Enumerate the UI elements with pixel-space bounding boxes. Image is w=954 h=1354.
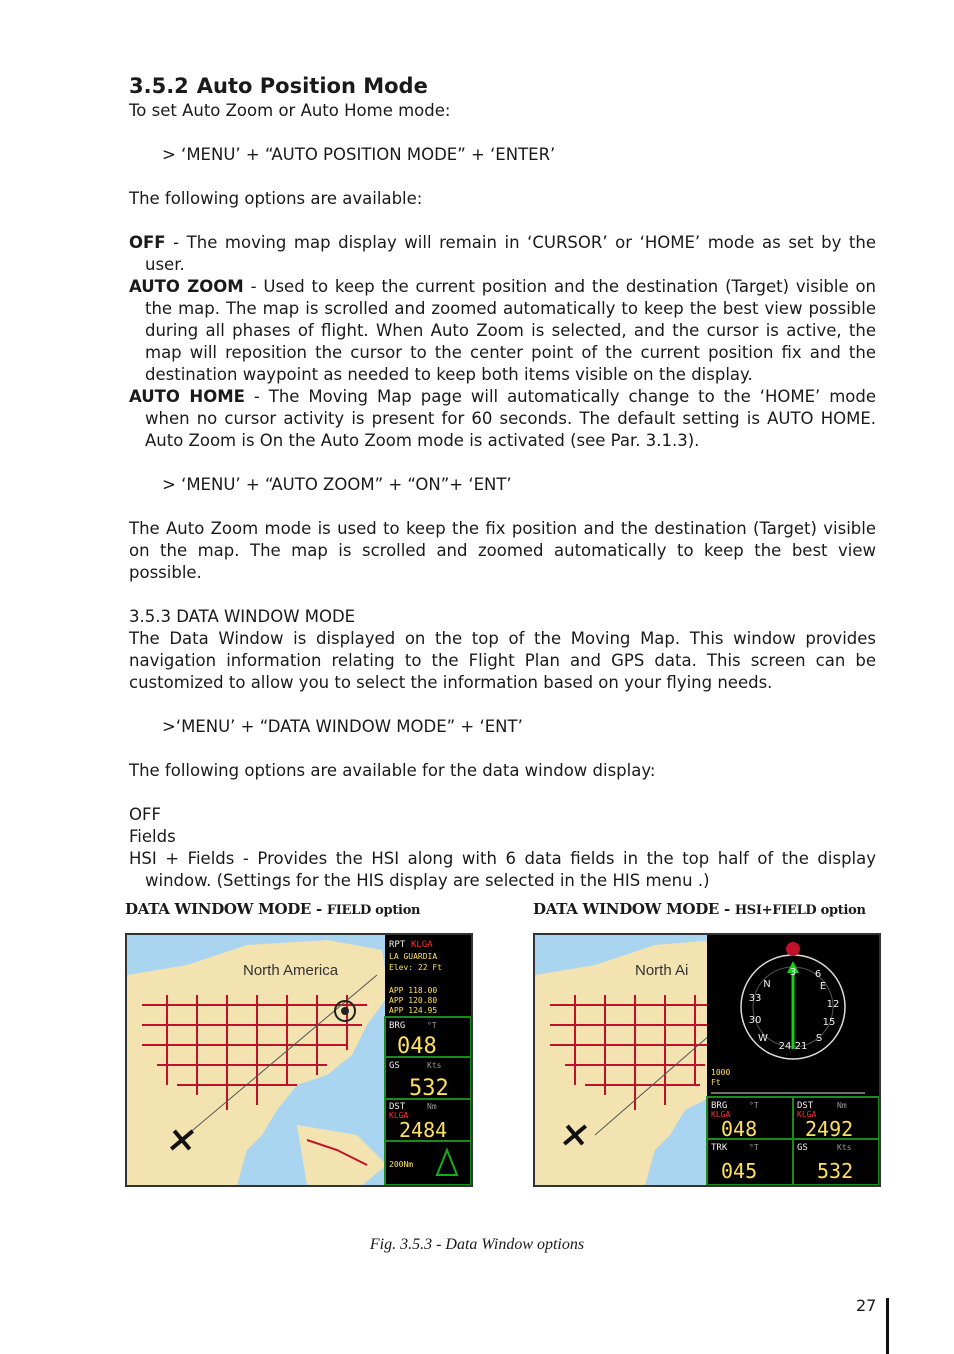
svg-text:Nm: Nm: [427, 1102, 437, 1111]
command-data-window: >‘MENU’ + “DATA WINDOW MODE” + ‘ENT’: [162, 717, 523, 736]
auto-zoom-paragraph: The Auto Zoom mode is used to keep the fix position and the destination (Target) visible on the map. The map is scrolled and zoomed automatically to keep the best view possible.: [129, 519, 876, 582]
svg-text:APP 118.00: APP 118.00: [389, 986, 438, 995]
option-auto-home-text: - The Moving Map page will automatically change to the ‘HOME’ mode when no cursor activity is present for 60 seconds. The default setting is AUTO HOME. Auto Zoom is On the Auto Zoom mode is activated (see Par. 3.1.3).: [145, 387, 876, 450]
svg-text:DST: DST: [389, 1102, 406, 1112]
section-heading: [129, 72, 876, 100]
section-number: 3.5.2: [129, 74, 189, 98]
svg-text:BRG: BRG: [389, 1021, 406, 1031]
command-auto-zoom: > ‘MENU’ + “AUTO ZOOM” + “ON”+ ‘ENT’: [162, 475, 512, 494]
map-screen: [125, 933, 473, 1187]
svg-text:6: 6: [814, 969, 822, 980]
svg-text:E: E: [819, 981, 827, 992]
map-label: North Ai: [635, 962, 689, 979]
map-label: North America: [243, 962, 339, 979]
svg-text:Ft: Ft: [711, 1078, 721, 1087]
svg-text:048: 048: [721, 1117, 758, 1141]
svg-text:GS: GS: [797, 1143, 808, 1153]
svg-text:21: 21: [794, 1041, 808, 1052]
figure-field-option: [125, 900, 471, 1169]
svg-text:KLGA: KLGA: [389, 1111, 409, 1120]
svg-text:15: 15: [822, 1017, 836, 1028]
svg-text:2484: 2484: [399, 1118, 448, 1142]
svg-text:°T: °T: [427, 1021, 437, 1030]
moving-map: [127, 935, 471, 1185]
option-auto-zoom-text: - Used to keep the current position and the destination (Target) visible on the map. The map is scrolled and zoomed automatically to keep the best view possible during all phases of flight. When Auto Zoom is selected, and the cursor is active, the map will reposition the cursor to the center point of the current position fix and the destination waypoint as needed to keep both items visible on the display.: [145, 277, 877, 384]
figure-title: DATA WINDOW MODE - HSI+FIELD option: [533, 900, 866, 918]
data-window-option-hsi: HSI + Fields - Provides the HSI along with 6 data fields in the top half of the display window. (Settings for the HIS display are selected in the HIS menu .): [129, 849, 876, 890]
svg-text:KLGA: KLGA: [411, 940, 433, 950]
svg-text:12: 12: [826, 999, 840, 1010]
svg-text:S: S: [815, 1033, 823, 1044]
svg-text:TRK: TRK: [711, 1143, 728, 1153]
option-auto-zoom-label: AUTO ZOOM: [129, 277, 244, 296]
option-off: [129, 232, 876, 276]
moving-map-hsi: [535, 935, 879, 1185]
data-window-options-intro: The following options are available for the data window display:: [129, 761, 656, 780]
svg-text:30: 30: [748, 1015, 762, 1026]
section-title: Auto Position Mode: [196, 74, 428, 98]
svg-text:BRG: BRG: [711, 1101, 728, 1111]
option-off-text: - The moving map display will remain in ‘CURSOR’ or ‘HOME’ mode as set by the user.: [145, 233, 876, 274]
intro-text: To set Auto Zoom or Auto Home mode:: [129, 101, 451, 120]
svg-text:LA GUARDIA: LA GUARDIA: [389, 952, 438, 961]
svg-text:APP 124.95: APP 124.95: [389, 1006, 438, 1015]
svg-text:°T: °T: [749, 1101, 759, 1110]
svg-text:W: W: [758, 1033, 768, 1044]
page-number: 27: [856, 1296, 877, 1315]
svg-text:DST: DST: [797, 1101, 814, 1111]
options-intro: The following options are available:: [129, 189, 423, 208]
svg-text:048: 048: [397, 1034, 437, 1059]
map-screen: [533, 933, 881, 1187]
command-auto-position: > ‘MENU’ + “AUTO POSITION MODE” + ‘ENTER’: [162, 145, 556, 164]
svg-text:2492: 2492: [805, 1117, 854, 1141]
svg-text:1000: 1000: [711, 1068, 731, 1077]
data-window-option-off: OFF: [129, 805, 161, 824]
data-window-paragraph: The Data Window is displayed on the top of the Moving Map. This window provides navigation information relating to the Flight Plan and GPS data. This screen can be customized to allow you to select the information based on your flying needs.: [129, 629, 876, 692]
svg-text:KLGA: KLGA: [797, 1110, 817, 1119]
page-content: [129, 72, 876, 892]
svg-text:33: 33: [748, 993, 762, 1004]
figure-hsi-field-option: [533, 900, 883, 1183]
option-auto-home: [129, 386, 876, 452]
figure-title: DATA WINDOW MODE - FIELD option: [125, 900, 421, 918]
svg-text:GS: GS: [389, 1061, 400, 1071]
option-auto-home-label: AUTO HOME: [129, 387, 245, 406]
svg-text:APP 120.80: APP 120.80: [389, 996, 438, 1005]
svg-text:RPT: RPT: [389, 940, 406, 950]
svg-text:24: 24: [778, 1041, 792, 1052]
svg-text:N: N: [763, 979, 771, 990]
option-auto-zoom: [129, 276, 876, 386]
svg-text:532: 532: [817, 1159, 854, 1183]
svg-text:200Nm: 200Nm: [389, 1160, 414, 1169]
svg-text:532: 532: [409, 1076, 449, 1101]
svg-text:Nm: Nm: [837, 1101, 847, 1110]
svg-text:Kts: Kts: [427, 1061, 442, 1070]
figure-caption: Fig. 3.5.3 - Data Window options: [369, 1236, 585, 1253]
data-window-heading: 3.5.3 DATA WINDOW MODE: [129, 607, 356, 626]
svg-text:045: 045: [721, 1159, 758, 1183]
svg-text:KLGA: KLGA: [711, 1110, 731, 1119]
svg-text:°T: °T: [749, 1143, 759, 1152]
page-edge-bar: [886, 1298, 889, 1354]
svg-text:Elev: 22 Ft: Elev: 22 Ft: [389, 963, 442, 972]
svg-text:3: 3: [789, 967, 797, 978]
data-window-option-fields: Fields: [129, 827, 176, 846]
option-off-label: OFF: [129, 233, 166, 252]
svg-text:Kts: Kts: [837, 1143, 852, 1152]
